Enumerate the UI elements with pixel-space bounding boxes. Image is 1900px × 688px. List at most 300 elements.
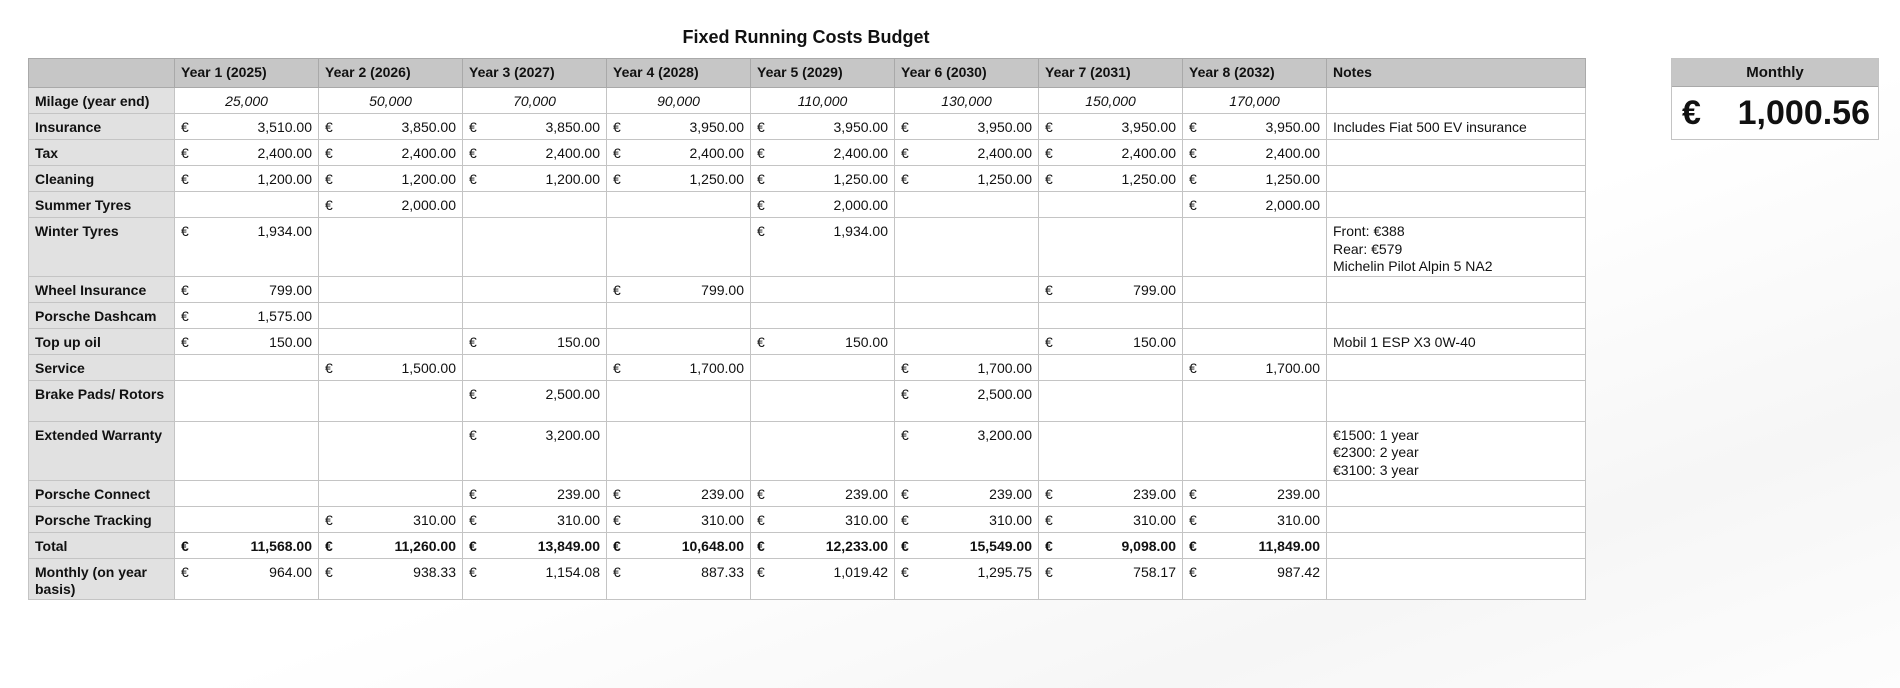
amount: 2,000.00	[833, 197, 888, 213]
table-cell[interactable]	[1039, 421, 1183, 480]
currency-symbol: €	[901, 426, 909, 443]
table-cell[interactable]	[1039, 218, 1183, 277]
table-cell[interactable]	[607, 532, 751, 558]
table-cell[interactable]	[1183, 140, 1327, 166]
table-cell[interactable]	[463, 532, 607, 558]
table-cell[interactable]	[895, 354, 1039, 380]
budget-table	[28, 58, 1586, 600]
table-cell[interactable]	[751, 480, 895, 506]
table-cell[interactable]	[175, 328, 319, 354]
currency-symbol: €	[181, 563, 189, 580]
amount: 2,500.00	[545, 385, 600, 402]
money-value	[901, 360, 1032, 378]
table-cell[interactable]	[1039, 506, 1183, 532]
currency-symbol: €	[469, 485, 477, 502]
money-value	[1189, 512, 1320, 530]
money-value	[469, 334, 600, 352]
amount: 10,648.00	[681, 537, 744, 554]
money-value	[181, 564, 312, 582]
currency-symbol: €	[757, 537, 765, 554]
table-cell[interactable]	[175, 558, 319, 599]
currency-symbol: €	[469, 119, 477, 135]
table-cell[interactable]	[895, 506, 1039, 532]
amount: 964.00	[269, 563, 312, 580]
table-cell[interactable]	[319, 380, 463, 421]
table-cell[interactable]	[319, 114, 463, 140]
table-cell[interactable]	[607, 166, 751, 192]
table-cell[interactable]: 90,000	[607, 88, 751, 114]
table-cell[interactable]	[751, 302, 895, 328]
notes-cell[interactable]	[1327, 114, 1586, 140]
table-cell[interactable]	[751, 114, 895, 140]
amount: 1,700.00	[1265, 359, 1320, 376]
header-year-8[interactable]: Year 8 (2032)	[1183, 59, 1327, 88]
table-cell[interactable]	[751, 506, 895, 532]
amount: 2,400.00	[545, 145, 600, 161]
amount: 150.00	[1133, 333, 1176, 350]
money-value	[181, 171, 312, 189]
table-cell[interactable]	[1183, 380, 1327, 421]
amount: 1,019.42	[833, 563, 888, 580]
money-value	[613, 282, 744, 300]
table-cell[interactable]	[895, 114, 1039, 140]
currency-symbol: €	[901, 145, 909, 161]
table-cell[interactable]	[607, 480, 751, 506]
table-cell[interactable]	[1183, 302, 1327, 328]
notes-cell[interactable]	[1327, 302, 1586, 328]
table-cell[interactable]	[1039, 140, 1183, 166]
money-value	[613, 119, 744, 137]
table-row	[29, 140, 1586, 166]
table-cell[interactable]	[319, 140, 463, 166]
currency-symbol: €	[1045, 563, 1053, 580]
amount: 3,850.00	[401, 119, 456, 135]
table-cell[interactable]	[607, 380, 751, 421]
notes-cell[interactable]	[1327, 140, 1586, 166]
money-value	[757, 119, 888, 137]
table-cell[interactable]	[1183, 192, 1327, 218]
header-year-7[interactable]: Year 7 (2031)	[1039, 59, 1183, 88]
table-cell[interactable]	[463, 140, 607, 166]
money-value	[181, 223, 312, 241]
row-label[interactable]: Service	[29, 354, 175, 380]
currency-symbol: €	[181, 307, 189, 324]
currency-symbol: €	[1045, 485, 1053, 502]
table-cell[interactable]	[1039, 276, 1183, 302]
notes-cell[interactable]	[1327, 88, 1586, 114]
currency-symbol: €	[469, 426, 477, 443]
money-value	[757, 145, 888, 163]
amount: 2,400.00	[401, 145, 456, 161]
row-label[interactable]: Brake Pads/ Rotors	[29, 380, 175, 421]
table-cell[interactable]	[751, 276, 895, 302]
money-value	[613, 360, 744, 378]
row-label[interactable]: Total	[29, 532, 175, 558]
money-value	[325, 564, 456, 582]
header-year-3[interactable]: Year 3 (2027)	[463, 59, 607, 88]
currency-symbol: €	[613, 171, 621, 187]
table-cell[interactable]	[895, 328, 1039, 354]
amount: 1,934.00	[257, 223, 312, 239]
table-cell[interactable]	[895, 218, 1039, 277]
amount: 1,575.00	[257, 307, 312, 324]
notes-cell[interactable]	[1327, 380, 1586, 421]
table-cell[interactable]: 150,000	[1039, 88, 1183, 114]
money-value	[181, 308, 312, 326]
table-cell[interactable]	[895, 532, 1039, 558]
money-value	[181, 282, 312, 300]
table-cell[interactable]	[895, 421, 1039, 480]
amount: 15,549.00	[969, 537, 1032, 554]
currency-symbol: €	[325, 197, 333, 213]
money-value	[901, 512, 1032, 530]
table-row	[29, 421, 1586, 480]
table-cell[interactable]	[607, 276, 751, 302]
table-cell[interactable]	[1039, 192, 1183, 218]
notes-cell[interactable]	[1327, 218, 1586, 277]
table-cell[interactable]	[463, 302, 607, 328]
amount: 799.00	[269, 281, 312, 298]
table-cell[interactable]: 50,000	[319, 88, 463, 114]
row-label[interactable]: Extended Warranty	[29, 421, 175, 480]
notes-cell[interactable]	[1327, 354, 1586, 380]
table-cell[interactable]	[175, 276, 319, 302]
amount: 239.00	[845, 485, 888, 502]
table-cell[interactable]	[1039, 380, 1183, 421]
table-cell[interactable]	[319, 192, 463, 218]
table-cell[interactable]	[607, 506, 751, 532]
table-cell[interactable]	[607, 192, 751, 218]
money-value	[1045, 282, 1176, 300]
amount: 1,154.08	[545, 563, 600, 580]
currency-symbol: €	[325, 145, 333, 161]
table-cell[interactable]	[175, 140, 319, 166]
currency-symbol: €	[181, 223, 189, 239]
notes-cell[interactable]	[1327, 421, 1586, 480]
notes-cell[interactable]	[1327, 276, 1586, 302]
amount: 11,849.00	[1258, 537, 1320, 554]
currency-symbol: €	[1189, 197, 1197, 213]
table-cell[interactable]	[463, 480, 607, 506]
amount: 3,950.00	[689, 119, 744, 135]
table-cell[interactable]	[895, 302, 1039, 328]
table-cell[interactable]	[463, 192, 607, 218]
currency-symbol: €	[1045, 171, 1053, 187]
currency-symbol: €	[469, 563, 477, 580]
money-value	[1189, 360, 1320, 378]
table-cell[interactable]: 110,000	[751, 88, 895, 114]
amount: 310.00	[413, 511, 456, 528]
table-cell[interactable]	[607, 558, 751, 599]
table-cell[interactable]	[1183, 114, 1327, 140]
notes-cell[interactable]	[1327, 192, 1586, 218]
money-value	[1045, 564, 1176, 582]
amount: 3,200.00	[977, 426, 1032, 443]
money-value	[469, 564, 600, 582]
table-row	[29, 166, 1586, 192]
table-cell[interactable]	[1183, 480, 1327, 506]
currency-symbol: €	[757, 171, 765, 187]
money-value	[181, 334, 312, 352]
row-label[interactable]: Wheel Insurance	[29, 276, 175, 302]
currency-symbol: €	[1045, 511, 1053, 528]
currency-symbol: €	[757, 119, 765, 135]
table-cell[interactable]	[175, 354, 319, 380]
amount: 310.00	[845, 511, 888, 528]
table-cell[interactable]	[175, 480, 319, 506]
header-year-4[interactable]: Year 4 (2028)	[607, 59, 751, 88]
table-cell[interactable]	[751, 140, 895, 166]
table-cell[interactable]	[1183, 166, 1327, 192]
table-cell[interactable]	[751, 380, 895, 421]
table-cell[interactable]	[751, 354, 895, 380]
table-cell[interactable]	[895, 192, 1039, 218]
money-value	[181, 145, 312, 163]
table-cell[interactable]	[751, 192, 895, 218]
amount: 1,295.75	[977, 563, 1032, 580]
table-cell[interactable]	[1039, 532, 1183, 558]
header-corner-cell[interactable]	[29, 59, 175, 88]
table-cell[interactable]	[607, 114, 751, 140]
notes-cell[interactable]	[1327, 558, 1586, 599]
money-value	[325, 512, 456, 530]
amount: 1,700.00	[689, 359, 744, 376]
table-cell[interactable]	[1183, 421, 1327, 480]
table-cell[interactable]	[751, 328, 895, 354]
row-label[interactable]: Summer Tyres	[29, 192, 175, 218]
table-cell[interactable]	[751, 421, 895, 480]
row-label[interactable]: Milage (year end)	[29, 88, 175, 114]
money-value	[1189, 564, 1320, 582]
table-row	[29, 558, 1586, 599]
table-cell[interactable]	[607, 354, 751, 380]
table-cell[interactable]	[751, 166, 895, 192]
table-cell[interactable]: 130,000	[895, 88, 1039, 114]
table-cell[interactable]	[175, 166, 319, 192]
table-cell[interactable]	[607, 302, 751, 328]
amount: 1,200.00	[545, 171, 600, 187]
table-cell[interactable]	[463, 558, 607, 599]
table-cell[interactable]	[1183, 218, 1327, 277]
table-cell[interactable]	[895, 140, 1039, 166]
amount: 13,849.00	[537, 537, 600, 554]
money-value	[757, 538, 888, 556]
currency-symbol: €	[1189, 119, 1197, 135]
table-cell[interactable]	[895, 558, 1039, 599]
currency-symbol: €	[613, 119, 621, 135]
table-cell[interactable]	[1183, 558, 1327, 599]
table-cell[interactable]	[1183, 354, 1327, 380]
row-label[interactable]: Insurance	[29, 114, 175, 140]
table-cell[interactable]	[319, 421, 463, 480]
money-value	[901, 119, 1032, 137]
amount: 3,950.00	[833, 119, 888, 135]
table-cell[interactable]	[463, 114, 607, 140]
table-cell[interactable]	[607, 328, 751, 354]
money-value	[1189, 119, 1320, 137]
table-cell[interactable]	[751, 532, 895, 558]
table-cell[interactable]	[751, 558, 895, 599]
table-cell[interactable]: 170,000	[1183, 88, 1327, 114]
money-value	[325, 119, 456, 137]
table-cell[interactable]	[175, 302, 319, 328]
table-cell[interactable]	[319, 532, 463, 558]
table-cell[interactable]	[175, 380, 319, 421]
table-cell[interactable]	[175, 114, 319, 140]
table-cell[interactable]	[607, 140, 751, 166]
table-cell[interactable]	[1183, 532, 1327, 558]
table-cell[interactable]	[1039, 114, 1183, 140]
table-row	[29, 506, 1586, 532]
table-cell[interactable]	[175, 421, 319, 480]
money-value	[613, 512, 744, 530]
currency-symbol: €	[613, 485, 621, 502]
money-value	[613, 145, 744, 163]
money-value	[1189, 145, 1320, 163]
money-value	[1045, 171, 1176, 189]
money-value	[901, 145, 1032, 163]
header-row	[29, 59, 1586, 88]
currency-symbol: €	[757, 563, 765, 580]
amount: 887.33	[701, 563, 744, 580]
table-cell[interactable]	[175, 532, 319, 558]
table-cell[interactable]	[319, 354, 463, 380]
table-cell[interactable]	[463, 166, 607, 192]
currency-symbol: €	[1045, 145, 1053, 161]
table-cell[interactable]	[463, 506, 607, 532]
money-value	[325, 197, 456, 215]
table-cell[interactable]	[1183, 328, 1327, 354]
header-year-2[interactable]: Year 2 (2026)	[319, 59, 463, 88]
currency-symbol: €	[757, 197, 765, 213]
row-label[interactable]: Porsche Connect	[29, 480, 175, 506]
table-cell[interactable]: 25,000	[175, 88, 319, 114]
table-cell[interactable]	[463, 328, 607, 354]
money-value	[469, 427, 600, 445]
currency-symbol: €	[469, 333, 477, 350]
table-cell[interactable]	[463, 380, 607, 421]
table-cell[interactable]	[895, 380, 1039, 421]
amount: 1,700.00	[977, 359, 1032, 376]
table-cell[interactable]	[1039, 558, 1183, 599]
monthly-value-cell[interactable]	[1672, 87, 1878, 139]
currency-symbol: €	[181, 145, 189, 161]
table-cell[interactable]	[1039, 328, 1183, 354]
amount: 2,400.00	[977, 145, 1032, 161]
table-cell[interactable]	[319, 218, 463, 277]
table-cell[interactable]	[895, 480, 1039, 506]
money-value	[1045, 486, 1176, 504]
table-cell[interactable]	[1039, 354, 1183, 380]
table-cell[interactable]	[895, 276, 1039, 302]
table-row	[29, 276, 1586, 302]
amount: 3,200.00	[545, 426, 600, 443]
currency-symbol: €	[181, 171, 189, 187]
table-row	[29, 302, 1586, 328]
table-cell[interactable]	[1039, 166, 1183, 192]
table-cell[interactable]	[319, 302, 463, 328]
note-line: Rear: €579	[1333, 240, 1403, 257]
money-value	[901, 386, 1032, 404]
table-cell[interactable]	[319, 506, 463, 532]
money-value	[469, 145, 600, 163]
table-cell[interactable]	[1039, 302, 1183, 328]
table-row	[29, 328, 1586, 354]
currency-symbol: €	[181, 119, 189, 135]
table-cell[interactable]	[1039, 480, 1183, 506]
table-cell[interactable]	[751, 218, 895, 277]
amount: 2,400.00	[833, 145, 888, 161]
currency-symbol: €	[469, 171, 477, 187]
table-cell[interactable]	[463, 354, 607, 380]
money-value	[325, 360, 456, 378]
table-cell[interactable]	[607, 218, 751, 277]
row-label[interactable]: Porsche Tracking	[29, 506, 175, 532]
currency-symbol: €	[757, 145, 765, 161]
table-cell[interactable]	[463, 421, 607, 480]
table-cell[interactable]	[1183, 276, 1327, 302]
header-year-1[interactable]: Year 1 (2025)	[175, 59, 319, 88]
notes-cell[interactable]	[1327, 532, 1586, 558]
table-cell[interactable]	[1183, 506, 1327, 532]
table-cell[interactable]	[319, 328, 463, 354]
table-cell[interactable]	[319, 480, 463, 506]
amount: 1,200.00	[401, 171, 456, 187]
table-cell[interactable]	[463, 218, 607, 277]
notes-cell[interactable]	[1327, 480, 1586, 506]
table-cell[interactable]	[175, 506, 319, 532]
header-notes[interactable]: Notes	[1327, 59, 1586, 88]
notes-cell[interactable]	[1327, 166, 1586, 192]
currency-symbol: €	[469, 385, 477, 402]
currency-symbol: €	[1189, 171, 1197, 187]
currency-symbol: €	[901, 359, 909, 376]
amount: 1,200.00	[257, 171, 312, 187]
row-label[interactable]: Tax	[29, 140, 175, 166]
amount: 1,250.00	[1265, 171, 1320, 187]
header-year-5[interactable]: Year 5 (2029)	[751, 59, 895, 88]
currency-symbol: €	[325, 537, 333, 554]
table-cell[interactable]	[463, 276, 607, 302]
table-row	[29, 480, 1586, 506]
row-label[interactable]: Monthly (on year basis)	[29, 558, 175, 599]
table-cell[interactable]	[607, 421, 751, 480]
amount: 2,400.00	[689, 145, 744, 161]
notes-cell[interactable]	[1327, 506, 1586, 532]
table-cell[interactable]	[175, 218, 319, 277]
monthly-currency: €	[1682, 93, 1701, 132]
currency-symbol: €	[901, 385, 909, 402]
amount: 310.00	[1277, 511, 1320, 528]
money-value	[1189, 171, 1320, 189]
table-cell[interactable]	[319, 166, 463, 192]
row-label[interactable]: Porsche Dashcam	[29, 302, 175, 328]
money-value	[613, 486, 744, 504]
table-cell[interactable]	[895, 166, 1039, 192]
table-cell[interactable]	[319, 276, 463, 302]
notes-cell[interactable]	[1327, 328, 1586, 354]
table-cell[interactable]: 70,000	[463, 88, 607, 114]
header-year-6[interactable]: Year 6 (2030)	[895, 59, 1039, 88]
amount: 2,000.00	[401, 197, 456, 213]
money-value	[757, 564, 888, 582]
currency-symbol: €	[1189, 485, 1197, 502]
row-label[interactable]: Top up oil	[29, 328, 175, 354]
table-cell[interactable]	[319, 558, 463, 599]
row-label[interactable]: Cleaning	[29, 166, 175, 192]
table-cell[interactable]	[175, 192, 319, 218]
row-label[interactable]: Winter Tyres	[29, 218, 175, 277]
